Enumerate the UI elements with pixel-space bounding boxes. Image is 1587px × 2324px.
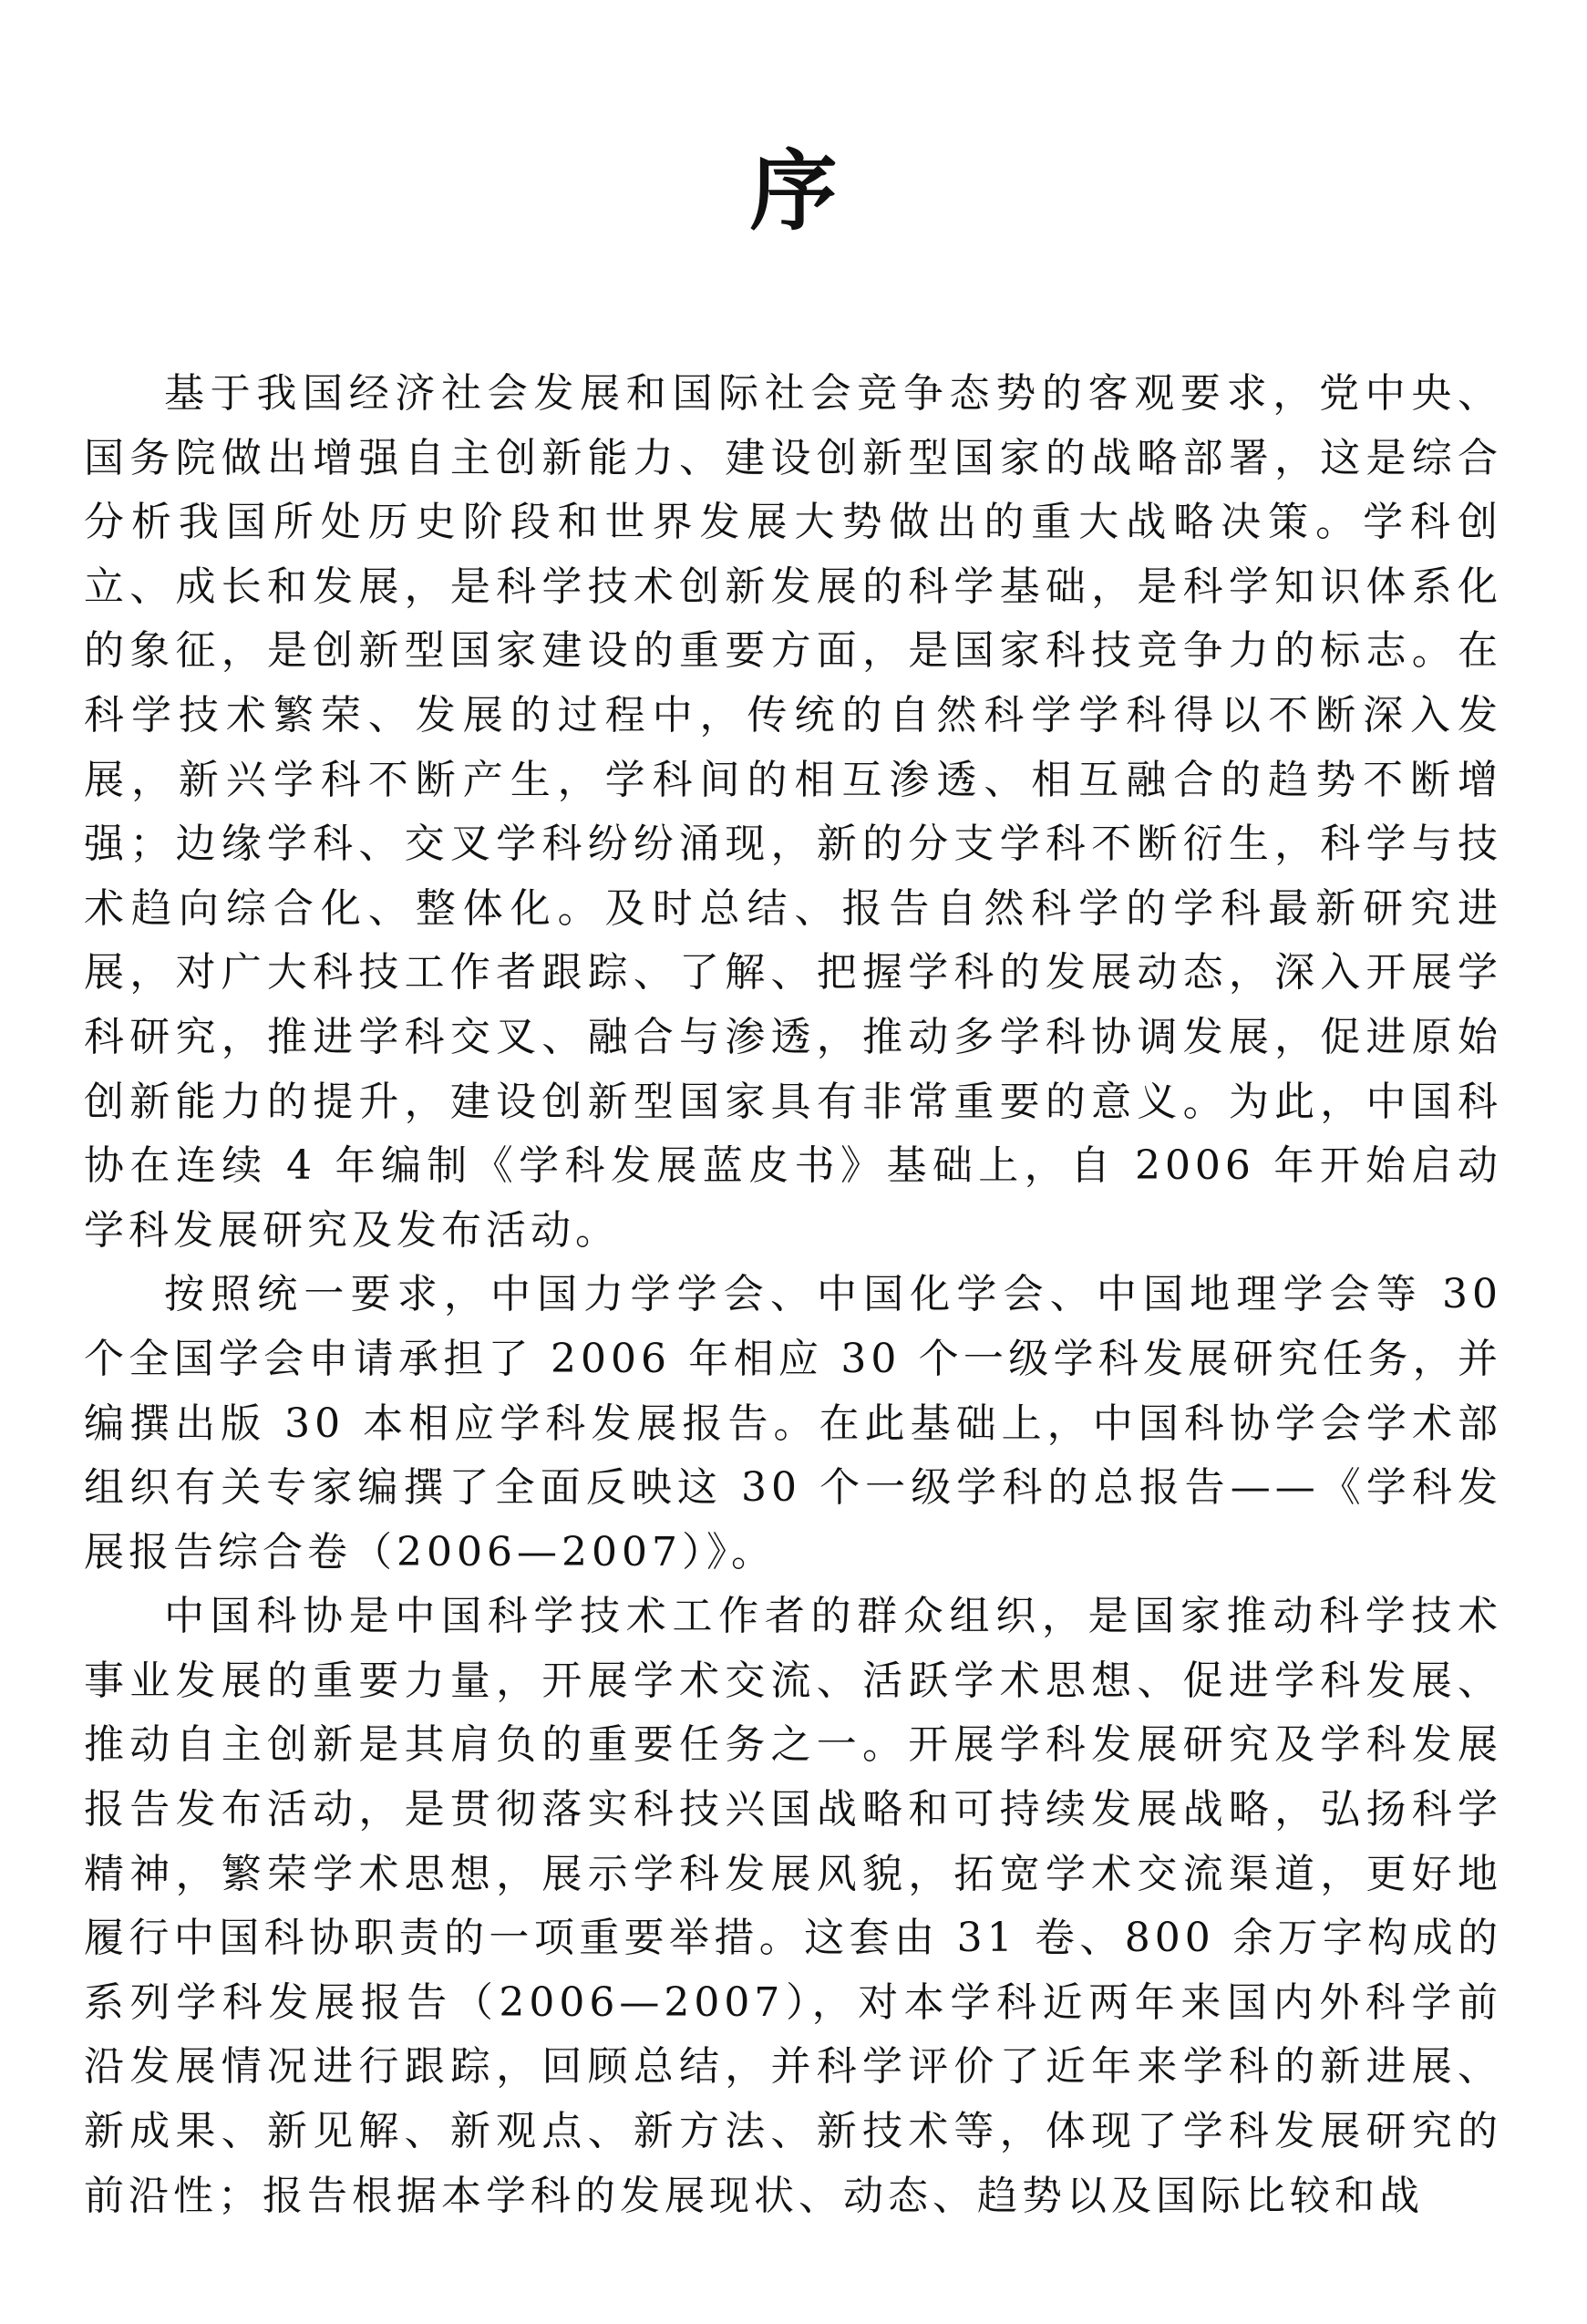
paragraph-2: 按照统一要求，中国力学学会、中国化学会、中国地理学会等 30 个全国学会申请承担了 2006 年相应 30 个一级学科发展研究任务，并编撰出版 30 本相应学科发展报告。在此基础上，中国科协学会学术部组织有关专家编撰了全面反映这 30 个一级学科的总报告——《学科发展报告综合卷（2006—2007）》。 bbox=[84, 1271, 1502, 1575]
paragraph-3: 中国科协是中国科学技术工作者的群众组织，是国家推动科学技术事业发展的重要力量，开展学术交流、活跃学术思想、促进学科发展、推动自主创新是其肩负的重要任务之一。开展学科发展研究及学科发展报告发布活动，是贯彻落实科技兴国战略和可持续发展战略，弘扬科学精神，繁荣学术思想，展示学科发展风貌，拓宽学术交流渠道，更好地履行中国科协职责的一项重要举措。这套由 31 卷、800 余万字构成的系列学科发展报告（2006—2007），对本学科近两年来国内外科学前沿发展情况进行跟踪，回顾总结，并科学评价了近年来学科的新进展、新成果、新见解、新观点、新方法、新技术等，体现了学科发展研究的前沿性；报告根据本学科的发展现状、动态、趋势以及国际比较和战 bbox=[84, 1593, 1502, 2219]
body-text bbox=[84, 362, 1502, 2228]
page-title: 序 bbox=[749, 139, 838, 243]
paragraph-1: 基于我国经济社会发展和国际社会竞争态势的客观要求，党中央、国务院做出增强自主创新能力、建设创新型国家的战略部署，这是综合分析我国所处历史阶段和世界发展大势做出的重大战略决策。学科创立、成长和发展，是科学技术创新发展的科学基础，是科学知识体系化的象征，是创新型国家建设的重要方面，是国家科技竞争力的标志。在科学技术繁荣、发展的过程中，传统的自然科学学科得以不断深入发展，新兴学科不断产生，学科间的相互渗透、相互融合的趋势不断增强；边缘学科、交叉学科纷纷涌现，新的分支学科不断衍生，科学与技术趋向综合化、整体化。及时总结、报告自然科学的学科最新研究进展，对广大科技工作者跟踪、了解、把握学科的发展动态，深入开展学科研究，推进学科交叉、融合与渗透，推动多学科协调发展，促进原始创新能力的提升，建设创新型国家具有非常重要的意义。为此，中国科协在连续 4 年编制《学科发展蓝皮书》基础上，自 2006 年开始启动学科发展研究及发布活动。 bbox=[84, 370, 1502, 1254]
